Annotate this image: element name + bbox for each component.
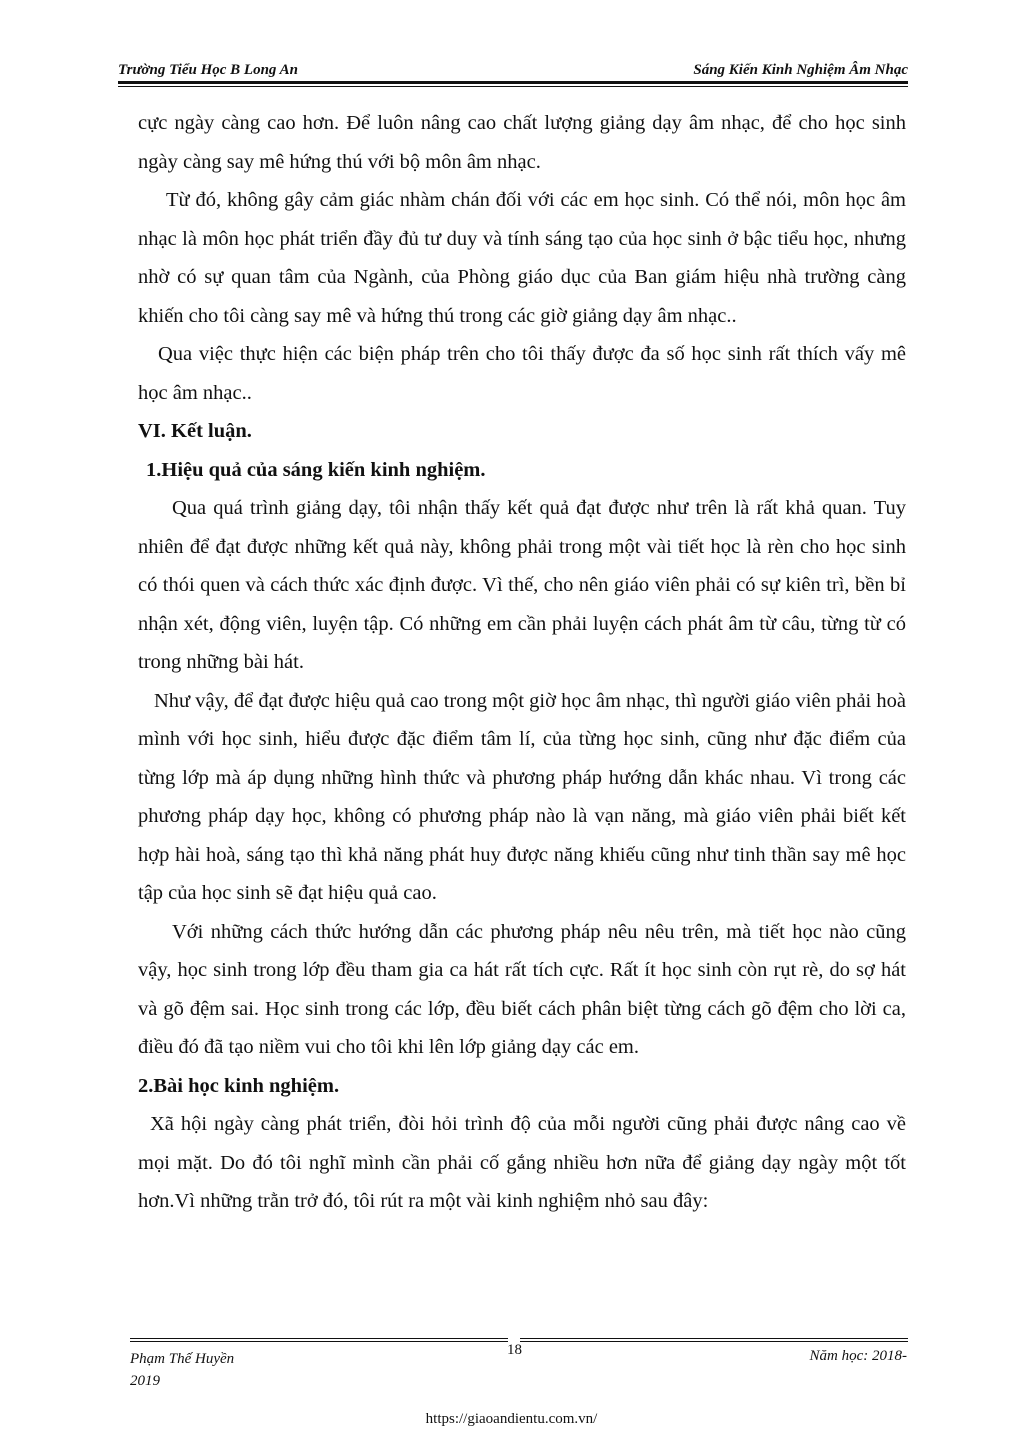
document-body bbox=[138, 104, 906, 1221]
paragraph-6: Với những cách thức hướng dẫn các phương pháp nêu nêu trên, mà tiết học nào cũng vậy, học sinh trong lớp đều tham gia ca hát rất tích cực. Rất ít học sinh còn rụt rè, do sợ hát và gõ đệm sai. Học sinh trong các lớp, đều biết cách phân biệt từng cách gõ đệm cho lời ca, điều đó đã tạo niềm vui cho tôi khi lên lớp giảng dạy các em. bbox=[138, 920, 906, 1058]
header-document-title: Sáng Kiến Kinh Nghiệm Âm Nhạc bbox=[693, 62, 908, 78]
source-url: https://giaoandientu.com.vn/ bbox=[425, 1411, 598, 1427]
paragraph-5: Như vậy, để đạt được hiệu quả cao trong một giờ học âm nhạc, thì người giáo viên phải hoà mình với học sinh, hiểu được đặc điểm tâm lí, của từng học sinh, cũng như đặc điểm của từng lớp mà áp dụng những hình thức và phương pháp hướng dẫn khác nhau. Vì trong các phương pháp dạy học, không có phương pháp nào là vạn năng, mà giáo viên phải biết kết hợp hài hoà, sáng tạo thì khả năng phát huy được năng khiếu cũng như tinh thần say mê học tập của học sinh sẽ đạt hiệu quả cao. bbox=[138, 689, 906, 904]
page-number: 18 bbox=[507, 1342, 522, 1358]
paragraph-3: Qua việc thực hiện các biện pháp trên cho tôi thấy được đa số học sinh rất thích vấy mê học âm nhạc.. bbox=[138, 343, 906, 404]
paragraph-2: Từ đó, không gây cảm giác nhàm chán đối với các em học sinh. Có thể nói, môn học âm nhạc là môn học phát triển đầy đủ tư duy và tính sáng tạo của học sinh ở bậc tiểu học, nhưng nhờ có sự quan tâm của Ngành, của Phòng giáo dục của Ban giám hiệu nhà trường càng khiến cho tôi càng say mê và hứng thú trong các giờ giảng dạy âm nhạc.. bbox=[138, 189, 906, 327]
paragraph-4: Qua quá trình giảng dạy, tôi nhận thấy kết quả đạt được như trên là rất khả quan. Tuy nhiên để đạt được những kết quả này, không phải trong một vài tiết học là rèn cho học sinh có thói quen và cách thức xác định được. Vì thế, cho nên giáo viên phải có sự kiên trì, bền bỉ nhận xét, động viên, luyện tập. Có những em cần phải luyện cách phát âm từ câu, từng từ có trong những bài hát. bbox=[138, 497, 906, 673]
subsection-heading-lessons: 2.Bài học kinh nghiệm. bbox=[138, 1074, 340, 1097]
footer-year-end: 2019 bbox=[130, 1373, 160, 1389]
footer-divider-right bbox=[520, 1338, 908, 1342]
subsection-heading-effectiveness: 1.Hiệu quả của sáng kiến kinh nghiệm. bbox=[146, 458, 486, 481]
section-heading-conclusion: VI. Kết luận. bbox=[138, 420, 252, 442]
paragraph-1: cực ngày càng cao hơn. Để luôn nâng cao chất lượng giảng dạy âm nhạc, để cho học sinh ngày càng say mê hứng thú với bộ môn âm nhạc. bbox=[138, 112, 906, 173]
footer-author-name: Phạm Thế Huyền bbox=[130, 1351, 235, 1367]
footer-divider-left bbox=[130, 1338, 508, 1342]
footer-author bbox=[130, 1348, 300, 1392]
paragraph-7: Xã hội ngày càng phát triển, đòi hỏi trình độ của mỗi người cũng phải được nâng cao về mọi mặt. Do đó tôi nghĩ mình cần phải cố gắng nhiều hơn nữa để giảng dạy ngày một tốt hơn.Vì những trằn trở đó, tôi rút ra một vài kinh nghiệm nhỏ sau đây: bbox=[138, 1113, 906, 1212]
header-school-name: Trường Tiểu Học B Long An bbox=[118, 62, 298, 78]
footer-school-year: Năm học: 2018- bbox=[809, 1348, 907, 1364]
header-divider bbox=[118, 81, 908, 87]
